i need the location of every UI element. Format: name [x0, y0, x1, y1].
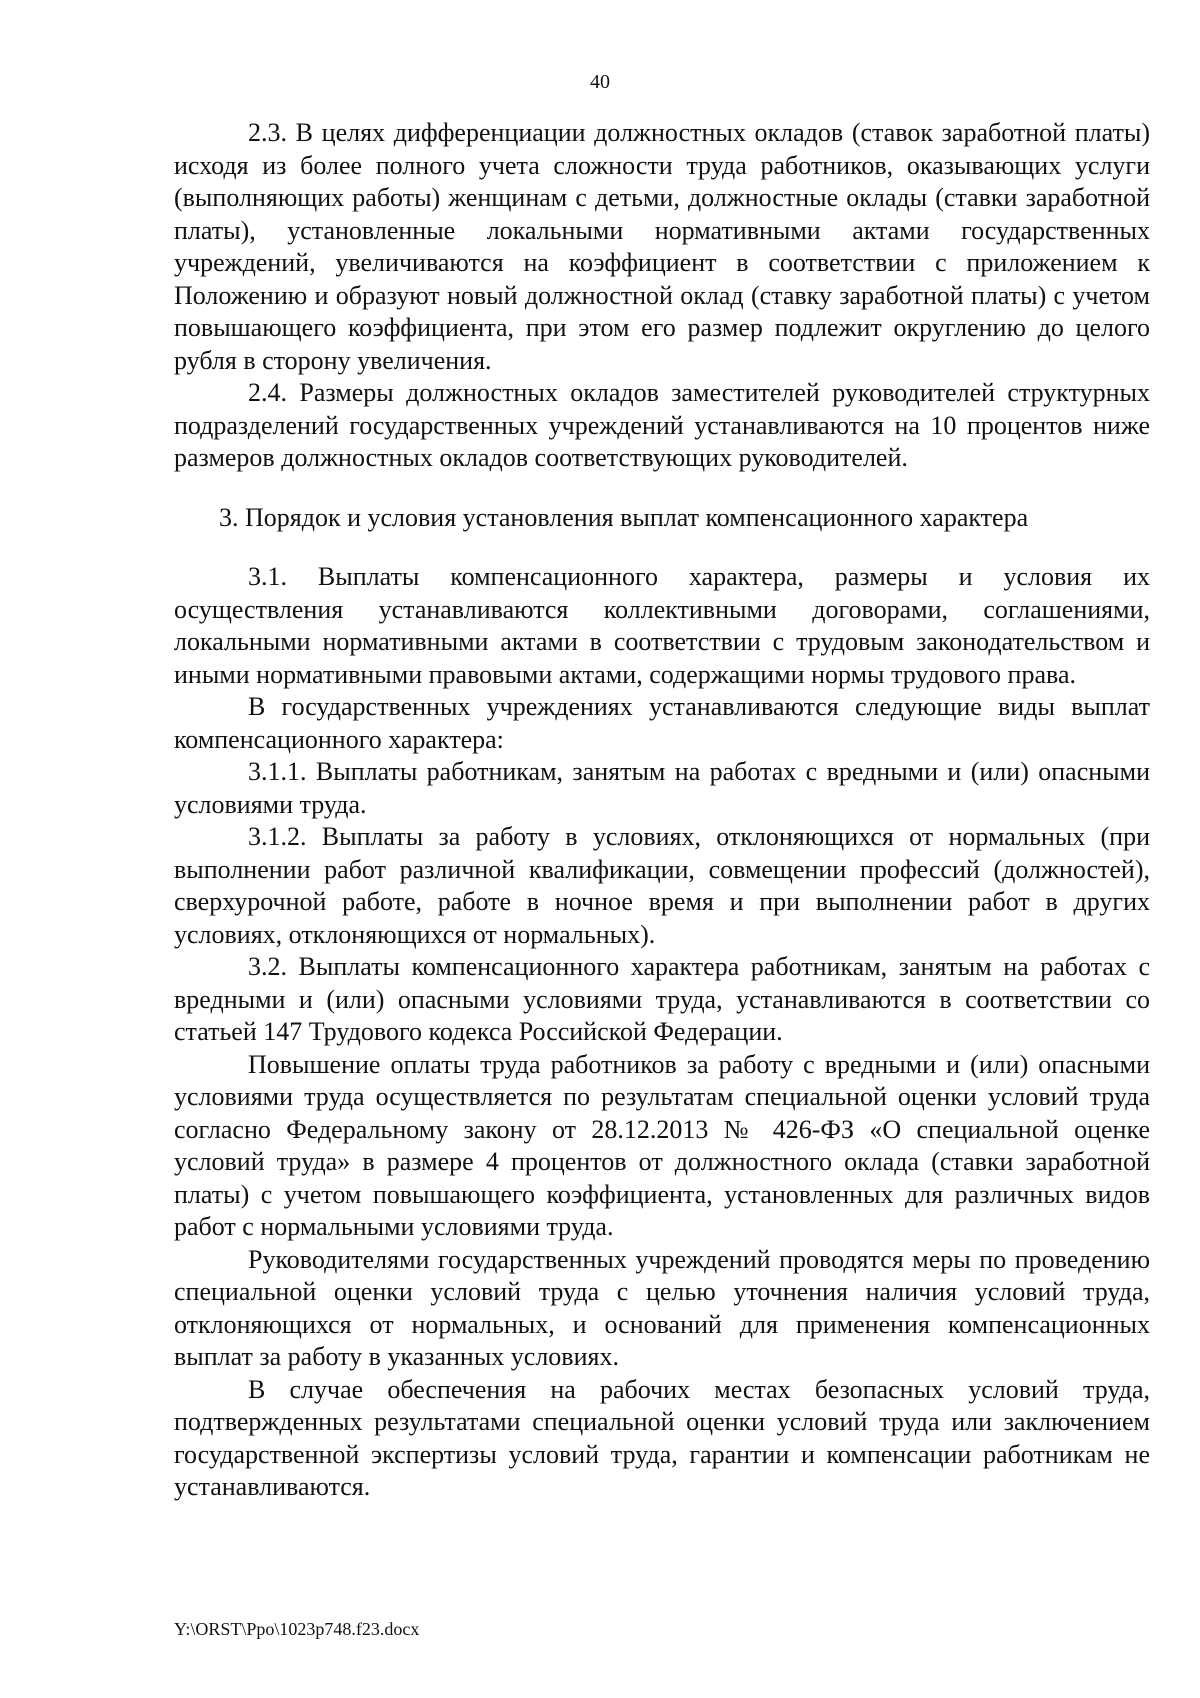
paragraph-3-1-2: 3.1.2. Выплаты за работу в условиях, отклоняющихся от нормальных (при выполнении работ различной квалификации, совмещении профессий (должностей), сверхурочной работе, работе в ночное время и при выполнении работ в других условиях, отклоняющихся от нормальных).: [174, 822, 1150, 949]
document-body: [174, 117, 1150, 1504]
section-heading-3: 3. Порядок и условия установления выплат компенсационного характера: [219, 502, 1029, 532]
paragraph-3-2: 3.2. Выплаты компенсационного характера работникам, занятым на работах с вредными и (или) опасными условиями труда, устанавливаются в соответствии со статьей 147 Трудового кодекса Российской Федерации.: [174, 952, 1150, 1046]
paragraph-2-3: 2.3. В целях дифференциации должностных окладов (ставок заработной платы) исходя из более полного учета сложности труда работников, оказывающих услуги (выполняющих работы) женщинам с детьми, должностные оклады (ставки заработной платы), установленные локальными нормативными актами государственных учреждений, увеличиваются на коэффициент в соответствии с приложением к Положению и образуют новый должностной оклад (ставку заработной платы) с учетом повышающего коэффициента, при этом его размер подлежит округлению до целого рубля в сторону увеличения.: [174, 118, 1150, 375]
footer-file-path: Y:\ORST\Ppo\1023p748.f23.docx: [174, 1619, 420, 1639]
paragraph-managers-measures: Руководителями государственных учреждений проводятся меры по проведению специальной оценки условий труда с целью уточнения наличия условий труда, отклоняющихся от нормальных, и оснований для применения компенсационных выплат за работу в указанных условиях.: [174, 1244, 1150, 1371]
paragraph-3-1-1: 3.1.1. Выплаты работникам, занятым на работах с вредными и (или) опасными условиями труда.: [174, 757, 1150, 819]
paragraph-pay-increase: Повышение оплаты труда работников за работу с вредными и (или) опасными условиями труда осуществляется по результатам специальной оценки условий труда согласно Федеральному закону от 28.12.2013 № 426-ФЗ «О специальной оценке условий труда» в размере 4 процентов от должностного оклада (ставки заработной платы) с учетом повышающего коэффициента, установленных для различных видов работ с нормальными условиями труда.: [174, 1049, 1150, 1241]
paragraph-types-intro: В государственных учреждениях устанавливаются следующие виды выплат компенсационного характера:: [174, 692, 1150, 754]
page-number: 40: [590, 71, 610, 93]
paragraph-3-1: 3.1. Выплаты компенсационного характера, размеры и условия их осуществления устанавливаются коллективными договорами, соглашениями, локальными нормативными актами в соответствии с трудовым законодательством и иными нормативными правовыми актами, содержащими нормы трудового права.: [174, 562, 1150, 689]
paragraph-2-4: 2.4. Размеры должностных окладов заместителей руководителей структурных подразделений государственных учреждений устанавливаются на 10 процентов ниже размеров должностных окладов соответствующих руководителей.: [174, 378, 1150, 472]
paragraph-safe-conditions: В случае обеспечения на рабочих местах безопасных условий труда, подтвержденных результатами специальной оценки условий труда или заключением государственной экспертизы условий труда, гарантии и компенсации работникам не устанавливаются.: [174, 1374, 1150, 1501]
